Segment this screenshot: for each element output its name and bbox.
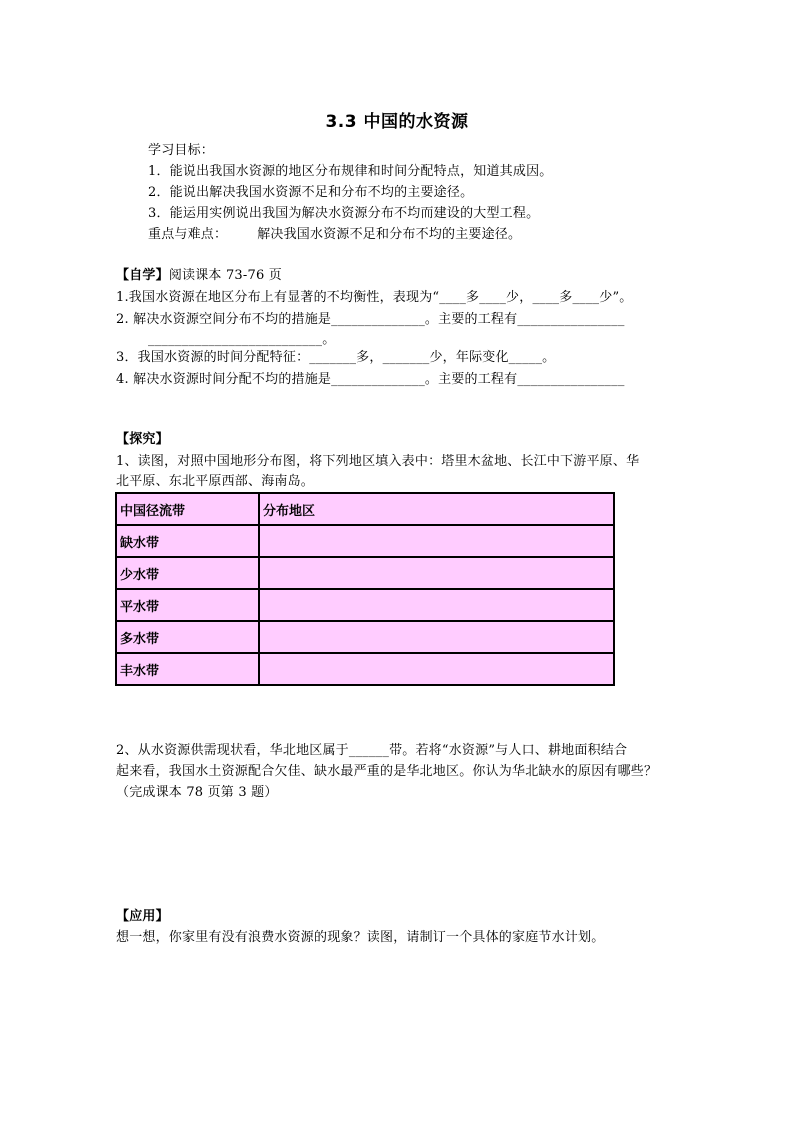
apply-text: 想一想，你家里有没有浪费水资源的现象？读图，请制订一个具体的家庭节水计划。 [116, 930, 605, 945]
table-row [116, 589, 614, 621]
explore-q2-line1: 2、从水资源供需现状看，华北地区属于______带。若将“水资源”与人口、耕地面积结合 [116, 743, 628, 758]
explore-heading: 【探究】 [116, 432, 169, 447]
table-row [116, 653, 614, 685]
self-study-title: 【自学】 [116, 268, 169, 283]
table-cell-zone: 缺水带 [116, 525, 259, 557]
key-points-label: 重点与难点： [148, 227, 228, 242]
table-header-row [116, 493, 614, 525]
self-study-q4: 4. 解决水资源时间分配不均的措施是______________。主要的工程有________________ [116, 372, 625, 387]
table-row [116, 621, 614, 653]
table-header-region: 分布地区 [259, 493, 614, 525]
apply-heading: 【应用】 [116, 909, 169, 924]
explore-q1-line2: 北平原、东北平原西部、海南岛。 [116, 474, 315, 489]
self-study-reading: 阅读课本 73-76 页 [168, 268, 282, 283]
self-study-q1: 1.我国水资源在地区分布上有显著的不均衡性，表现为“____多____少，____多____少”。 [116, 290, 633, 305]
explore-q2-line2: 起来看，我国水土资源配合欠佳、缺水最严重的是华北地区。你认为华北缺水的原因有哪些？ [116, 764, 658, 779]
objective-item-3: 3．能运用实例说出我国为解决水资源分布不均而建设的大型工程。 [148, 206, 540, 221]
table-cell-region[interactable] [259, 653, 614, 685]
page-title: 3.3 中国的水资源 [325, 112, 469, 132]
key-points-text: 解决我国水资源不足和分布不均的主要途径。 [257, 227, 522, 242]
table-cell-zone: 平水带 [116, 589, 259, 621]
table-row [116, 525, 614, 557]
table-cell-region[interactable] [259, 557, 614, 589]
table-header-zone: 中国径流带 [116, 493, 259, 525]
table-cell-region[interactable] [259, 525, 614, 557]
objectives-label: 学习目标： [148, 143, 215, 158]
explore-q2-line3: （完成课本 78 页第 3 题） [116, 785, 278, 800]
table-cell-zone: 多水带 [116, 621, 259, 653]
objective-item-1: 1．能说出我国水资源的地区分布规律和时间分配特点，知道其成因。 [148, 164, 553, 179]
table-cell-region[interactable] [259, 621, 614, 653]
self-study-q3: 3．我国水资源的时间分配特征：_______多，_______少，年际变化_____。 [116, 350, 556, 365]
runoff-zone-table [115, 492, 615, 686]
objective-item-2: 2．能说出解决我国水资源不足和分布不均的主要途径。 [148, 185, 474, 200]
self-study-q2-continued: __________________________。 [148, 332, 336, 347]
table-cell-zone: 少水带 [116, 557, 259, 589]
table-cell-region[interactable] [259, 589, 614, 621]
explore-q1-line1: 1、读图，对照中国地形分布图，将下列地区填入表中：塔里木盆地、长江中下游平原、华 [116, 454, 640, 469]
self-study-q2: 2. 解决水资源空间分布不均的措施是______________。主要的工程有________________ [116, 312, 625, 327]
key-points [148, 227, 521, 243]
table-cell-zone: 丰水带 [116, 653, 259, 685]
table-row [116, 557, 614, 589]
self-study-heading [116, 268, 282, 284]
